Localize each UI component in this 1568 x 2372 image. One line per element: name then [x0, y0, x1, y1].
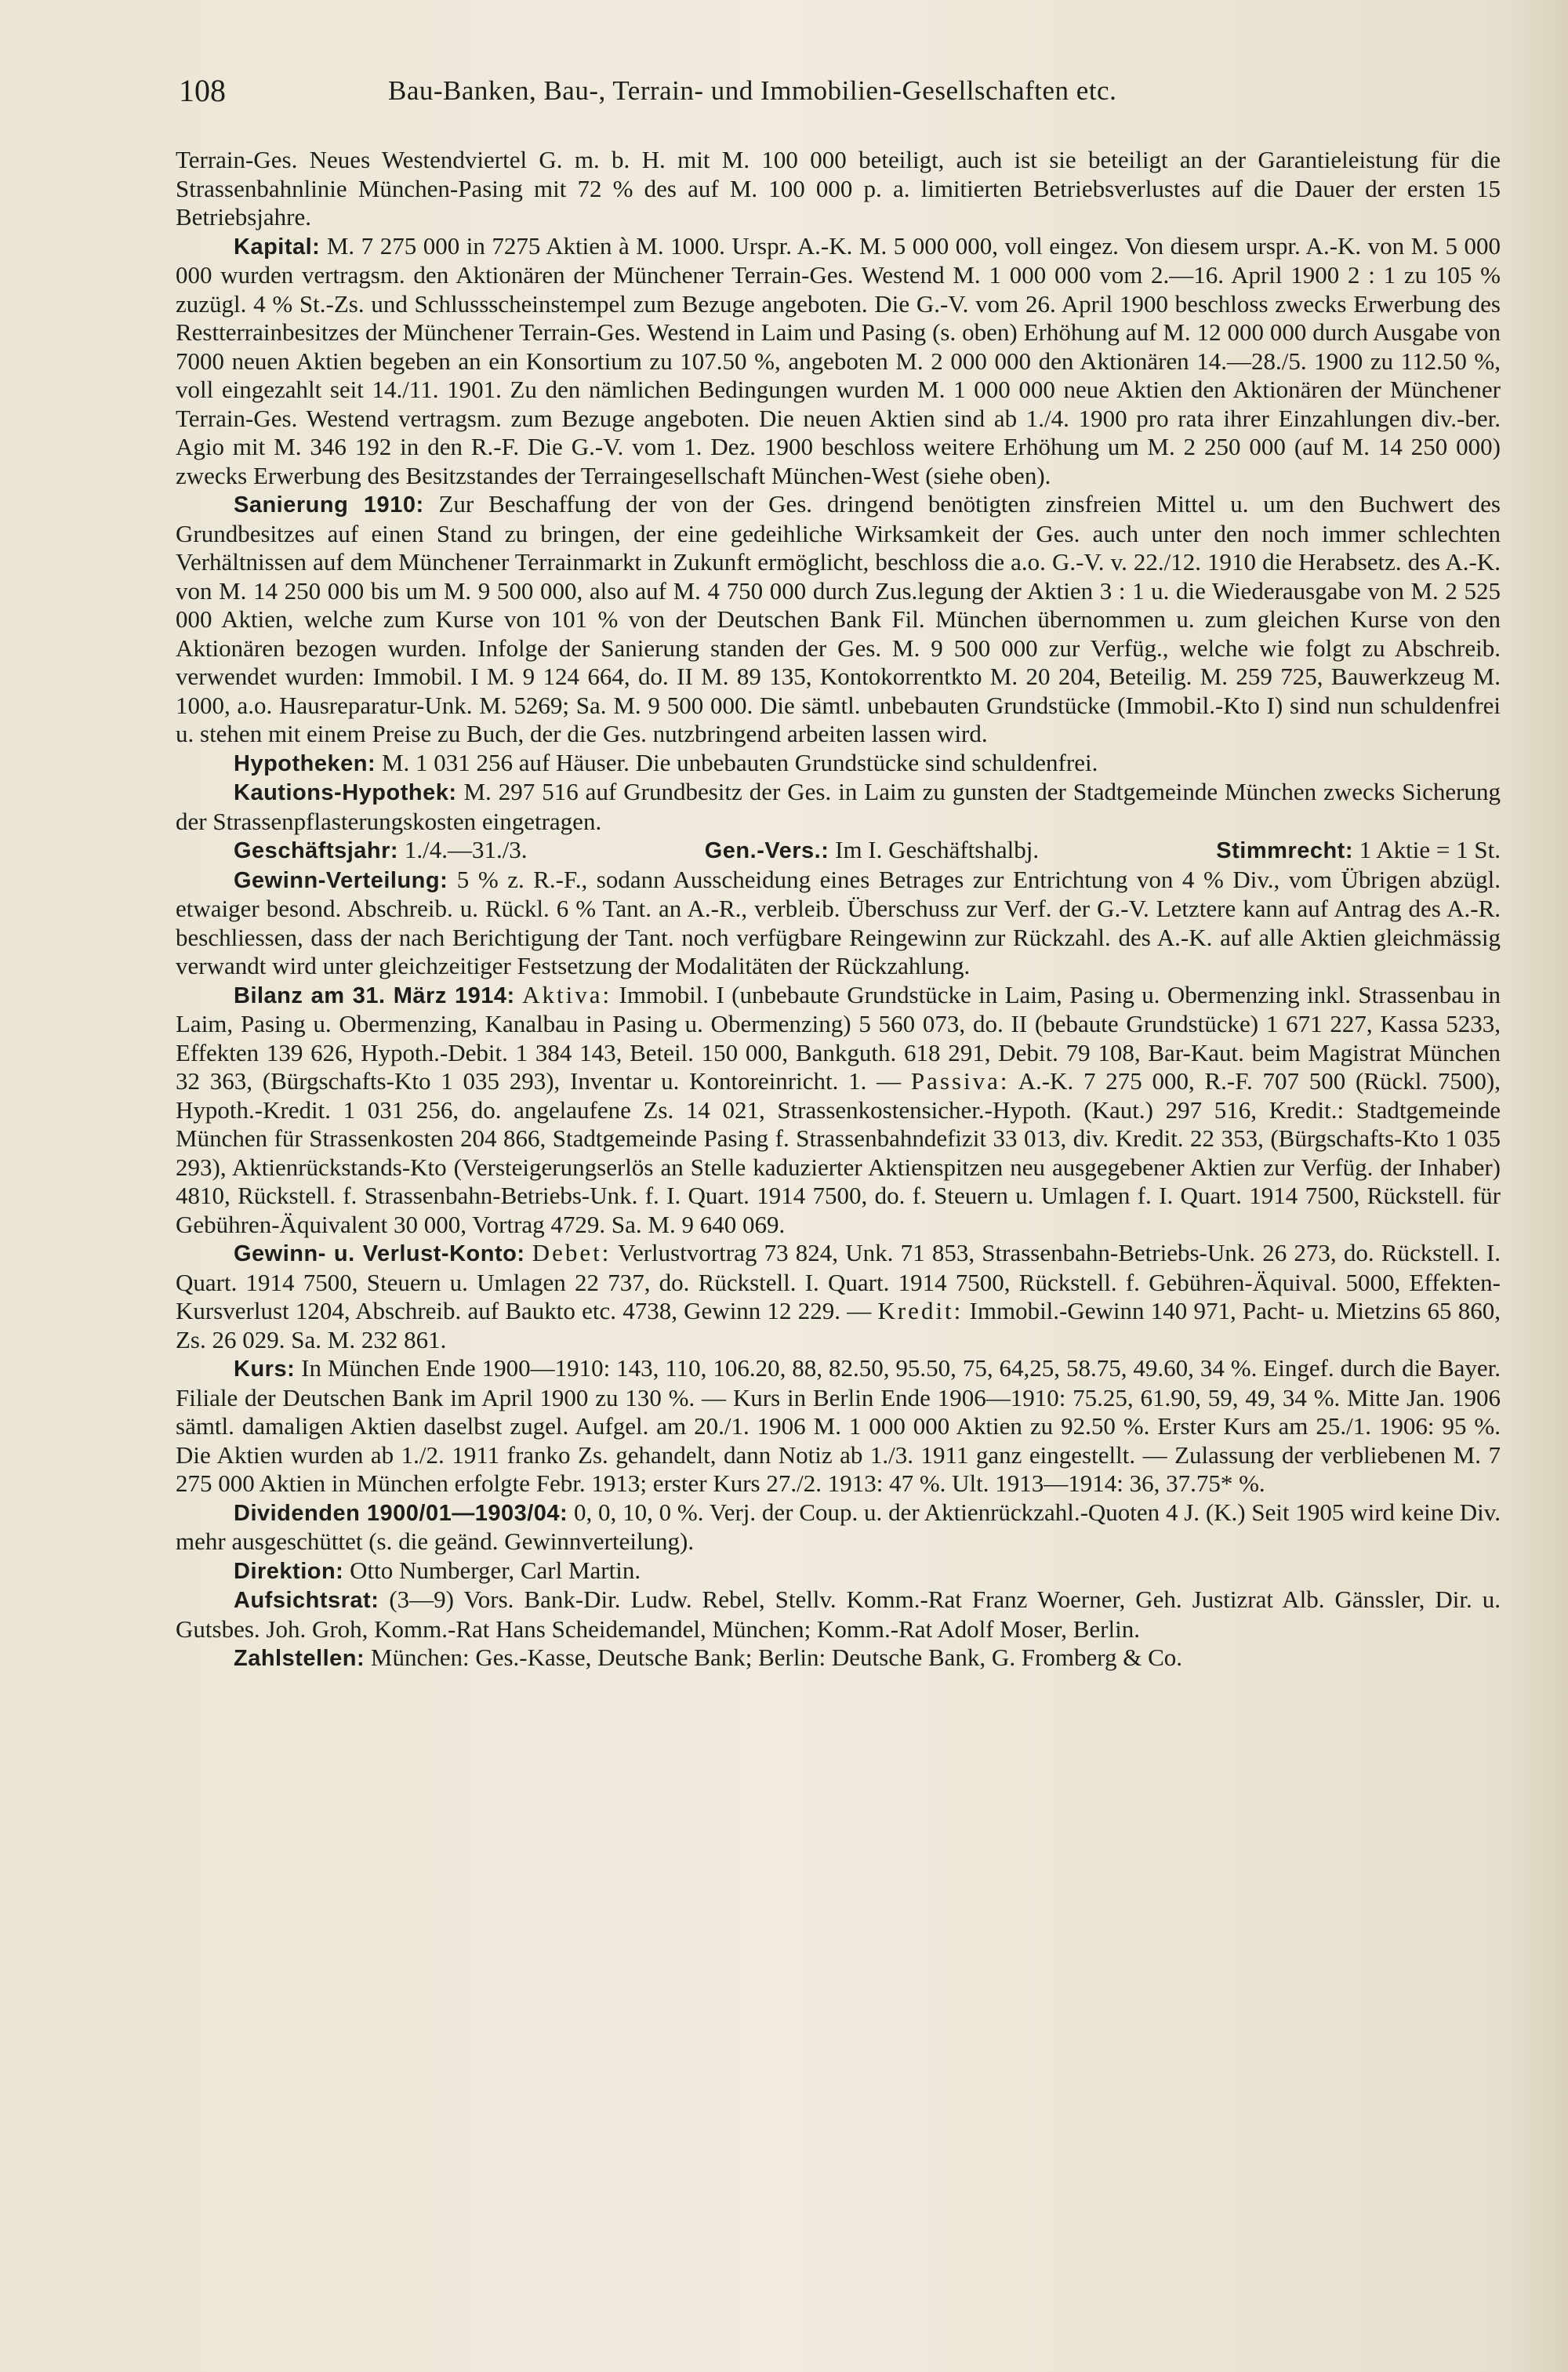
gewinn-verteilung-label: Gewinn-Verteilung:: [234, 867, 448, 893]
guv-label: Gewinn- u. Verlust-Konto:: [234, 1241, 525, 1266]
paragraph-bilanz: [176, 981, 1501, 1240]
running-title: Bau-Banken, Bau-, Terrain- und Immobilien-Gesellschaften etc.: [388, 75, 1117, 106]
aktiva-word: Aktiva:: [522, 980, 612, 1008]
direktion-text: Otto Numberger, Carl Martin.: [350, 1556, 641, 1584]
hypotheken-text: M. 1 031 256 auf Häuser. Die unbebauten Grundstücke sind schuldenfrei.: [381, 748, 1098, 776]
direktion-label: Direktion:: [234, 1558, 344, 1584]
kredit-word: Kredit:: [877, 1297, 964, 1324]
debet-word: Debet:: [532, 1239, 612, 1266]
guv-debet-text: Verlustvortrag 73 824, Unk. 71 853, Strassenbahn-Betriebs-Unk. 26 273, do. Rückstell. I. Quart. 1914 7500, Steuern u. Umlagen 22 737, do. Rückstell. I. Quart. 1914 7500, Rückstell. f. Gebühren-Äquival. 5000, Effekten-Kursverlust 1204, Abschreib. auf Baukto etc. 4738, Gewinn 12 229. —: [176, 1239, 1501, 1324]
paragraph-aufsichtsrat: [176, 1586, 1501, 1644]
bilanz-passiva-text: A.-K. 7 275 000, R.-F. 707 500 (Rückl. 7500), Hypoth.-Kredit. 1 031 256, do. angelaufene Zs. 14 021, Strassenkostensicher.-Hypoth. (Kaut.) 297 516, Kredit.: Stadtgemeinde München für Strassenkosten 204 866, Stadtgemeinde Pasing f. Strassenbahndefizit 33 013, div. Kredit. 22 353, (Bürgschafts-Kto 1 035 293), Aktienrückstands-Kto (Versteigerungserlös an Stelle kaduzierter Aktienspitzen neu ausgegebener Aktien zur Verfüg. der Inhaber) 4810, Rückstell. f. Strassenbahn-Betriebs-Unk. f. I. Quart. 1914 7500, do. f. Steuern u. Umlagen f. I. Quart. 1914 7500, Rückstell. für Gebühren-Äquivalent 30 000, Vortrag 4729. Sa. M. 9 640 069.: [176, 1067, 1501, 1238]
geschaeftsjahr-label: Geschäftsjahr:: [234, 838, 399, 863]
aufsichtsrat-label: Aufsichtsrat:: [234, 1588, 379, 1613]
paragraph-sanierung: [176, 490, 1501, 749]
kurs-label: Kurs:: [234, 1357, 296, 1382]
paragraph-kautions-hypothek: [176, 778, 1501, 836]
stimmrecht-item: [1216, 836, 1501, 866]
gewinn-verteilung-text: 5 % z. R.-F., sodann Ausscheidung eines Betrages zur Entrichtung von 4 % Div., vom Übrigen abzügl. etwaiger besond. Abschreib. u. Rückl. 6 % Tant. an A.-R., verbleib. Überschuss zur Verf. der G.-V. Letztere kann auf Antrag des A.-R. beschliessen, dass der nach Berichtigung der Tant. noch verfügbare Reingewinn zur Rückzahl. des A.-K. auf alle Aktien gleichmässig verwandt wird unter gleichzeitiger Festsetzung der Modalitäten der Rückzahlung.: [176, 865, 1501, 979]
geschaeftsjahr-item: [234, 836, 528, 866]
gen-vers-label: Gen.-Vers.:: [704, 838, 829, 863]
page-number: 108: [179, 73, 226, 108]
geschaeftsjahr-text: 1./4.—31./3.: [404, 836, 528, 863]
dividenden-text: 0, 0, 10, 0 %. Verj. der Coup. u. der Aktienrückzahl.-Quoten 4 J. (K.) Seit 1905 wird keine Div. mehr ausgeschüttet (s. die geänd. Gewinnverteilung).: [176, 1498, 1501, 1555]
kautions-label: Kautions-Hypothek:: [234, 780, 457, 805]
passiva-word: Passiva:: [910, 1067, 1010, 1095]
aufsichtsrat-text: (3—9) Vors. Bank-Dir. Ludw. Rebel, Stellv. Komm.-Rat Franz Woerner, Geh. Justizrat Alb. Gänssler, Dir. u. Gutsbes. Joh. Groh, Komm.-Rat Hans Scheidemandel, München; Komm.-Rat Adolf Moser, Berlin.: [176, 1586, 1501, 1643]
paragraph-kurs: [176, 1354, 1501, 1498]
stimmrecht-text: 1 Aktie = 1 St.: [1359, 836, 1501, 863]
paragraph-geschaeftsjahr-row: [176, 836, 1501, 866]
zahlstellen-text: München: Ges.-Kasse, Deutsche Bank; Berlin: Deutsche Bank, G. Fromberg & Co.: [370, 1644, 1183, 1671]
paragraph-zahlstellen: [176, 1644, 1501, 1673]
paragraph-gewinn-verlust-konto: [176, 1239, 1501, 1354]
kapital-label: Kapital:: [234, 234, 321, 260]
kautions-text: M. 297 516 auf Grundbesitz der Ges. in Laim zu gunsten der Stadtgemeinde München zwecks Sicherung der Strassenpflasterungskosten eingetragen.: [176, 778, 1501, 835]
gen-vers-text: Im I. Geschäftshalbj.: [835, 836, 1040, 863]
zahlstellen-label: Zahlstellen:: [234, 1646, 365, 1671]
paragraph-kapital: [176, 232, 1501, 491]
kurs-text: In München Ende 1900—1910: 143, 110, 106.20, 88, 82.50, 95.50, 75, 64,25, 58.75, 49.60, 34 %. Eingef. durch die Bayer. Filiale der Deutschen Bank im April 1900 zu 130 %. — Kurs in Berlin Ende 1906—1910: 75.25, 61.90, 59, 49, 34 %. Mitte Jan. 1906 sämtl. damaligen Aktien daselbst zugel. Aufgel. am 20./1. 1906 M. 1 000 000 Aktien zu 92.50 %. Erster Kurs am 25./1. 1906: 95 %. Die Aktien wurden ab 1./2. 1911 franko Zs. gehandelt, dann Notiz ab 1./3. 1911 ganz eingestellt. — Zulassung der verbliebenen M. 7 275 000 Aktien in München erfolgte Febr. 1913; erster Kurs 27./2. 1913: 47 %. Ult. 1913—1914: 36, 37.75* %.: [176, 1354, 1501, 1497]
bilanz-aktiva-text: Immobil. I (unbebaute Grundstücke in Laim, Pasing u. Obermenzing inkl. Strassenbau in Laim, Pasing u. Obermenzing, Kanalbau in Pasing u. Obermenzing) 5 560 073, do. II (bebaute Grundstücke) 1 671 227, Kassa 5233, Effekten 139 626, Hypoth.-Debit. 1 384 143, Beteil. 150 000, Bankguth. 618 291, Debit. 79 108, Bar-Kaut. beim Magistrat München 32 363, (Bürgschafts-Kto 1 035 293), Inventar u. Kontoreinricht. 1. —: [176, 980, 1501, 1095]
paragraph-direktion: [176, 1557, 1501, 1586]
paragraph-gewinn-verteilung: [176, 866, 1501, 981]
dividenden-label: Dividenden 1900/01—1903/04:: [234, 1500, 568, 1526]
kapital-text: M. 7 275 000 in 7275 Aktien à M. 1000. Urspr. A.-K. M. 5 000 000, voll eingez. Von diesem urspr. A.-K. von M. 5 000 000 wurden vertragsm. den Aktionären der Münchener Terrain-Ges. Westend M. 1 000 000 vom 2.—16. April 1900 2 : 1 zu 105 % zuzügl. 4 % St.-Zs. und Schlussscheinstempel zum Bezuge angeboten. Die G.-V. vom 26. April 1900 beschloss zwecks Erwerbung des Restterrainbesitzes der Münchener Terrain-Ges. Westend in Laim und Pasing (s. oben) Erhöhung auf M. 12 000 000 durch Ausgabe von 7000 neuen Aktien begeben an ein Konsortium zu 107.50 %, angeboten M. 2 000 000 den Aktionären 14.—28./5. 1900 zu 112.50 %, voll eingezahlt seit 14./11. 1901. Zu den nämlichen Bedingungen wurden M. 1 000 000 neue Aktien den Aktionären der Münchener Terrain-Ges. Westend vertragsm. zum Bezuge angeboten. Die neuen Aktien sind ab 1./4. 1900 pro rata ihrer Einzahlungen div.-ber. Agio mit M. 346 192 in den R.-F. Die G.-V. vom 1. Dez. 1900 beschloss weitere Erhöhung um M. 2 250 000 (auf M. 14 250 000) zwecks Erwerbung des Besitzstandes der Terraingesellschaft München-West (siehe oben).: [176, 231, 1501, 489]
paragraph-hypotheken: [176, 749, 1501, 779]
sanierung-label: Sanierung 1910:: [234, 492, 424, 518]
gen-vers-item: [705, 836, 1039, 866]
page-header: [179, 72, 1496, 119]
stimmrecht-label: Stimmrecht:: [1216, 838, 1353, 863]
guv-kredit-text: Immobil.-Gewinn 140 971, Pacht- u. Mietzins 65 860, Zs. 26 029. Sa. M. 232 861.: [176, 1297, 1501, 1353]
bilanz-label: Bilanz am 31. März 1914:: [234, 983, 515, 1008]
document-body: [176, 146, 1501, 1673]
hypotheken-label: Hypotheken:: [234, 750, 376, 776]
paragraph-terrain-ges: Terrain-Ges. Neues Westendviertel G. m. b. H. mit M. 100 000 beteiligt, auch ist sie beteiligt an der Garantieleistung für die Strassenbahnlinie München-Pasing mit 72 % des auf M. 100 000 p. a. limitierten Betriebsverlustes auf die Dauer der ersten 15 Betriebsjahre.: [176, 146, 1501, 231]
sanierung-text: Zur Beschaffung der von der Ges. dringend benötigten zinsfreien Mittel u. um den Buchwert des Grundbesitzes auf einen Stand zu bringen, der eine gedeihliche Wirksamkeit der Ges. auch unter den noch immer schlechten Verhältnissen auf dem Münchener Terrainmarkt in Zukunft ermöglicht, beschloss die a.o. G.-V. v. 22./12. 1910 die Herabsetz. des A.-K. von M. 14 250 000 bis um M. 9 500 000, also auf M. 4 750 000 durch Zus.legung der Aktien 3 : 1 u. die Wiederausgabe von M. 2 525 000 Aktien, welche zum Kurse von 101 % von der Deutschen Bank Fil. München übernommen u. zum gleichen Kurse von den Aktionären bezogen wurden. Infolge der Sanierung standen der Ges. M. 9 500 000 zur Verfüg., welche wie folgt zu Abschreib. verwendet wurden: Immobil. I M. 9 124 664, do. II M. 89 135, Kontokorrentkto M. 20 204, Beteilig. M. 259 725, Bauwerkzeug M. 1000, a.o. Hausreparatur-Unk. M. 5269; Sa. M. 9 500 000. Die sämtl. unbebauten Grundstücke (Immobil.-Kto I) sind nun schuldenfrei u. stehen mit einem Preise zu Buch, der die Ges. nutzbringend arbeiten lassen wird.: [176, 490, 1501, 747]
paragraph-dividenden: [176, 1498, 1501, 1557]
